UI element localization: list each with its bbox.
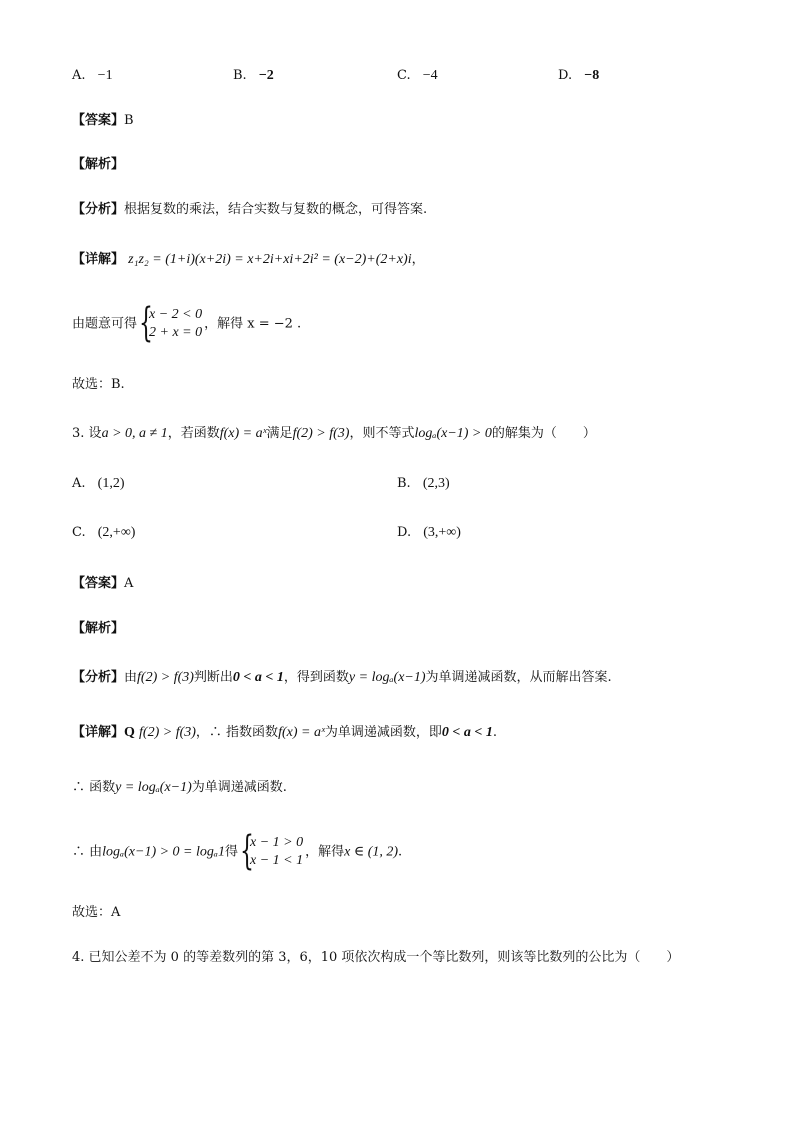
option-key: B. — [397, 476, 411, 491]
stem-math: a > 0, a ≠ 1 — [101, 426, 168, 441]
q3-detail-line3 — [72, 828, 403, 874]
stem-text: ，若函数 — [167, 426, 220, 441]
q3-detail-line2 — [72, 779, 287, 797]
fenxi-text: 由 — [124, 670, 138, 685]
q3-analysis-label: 【解析】 — [72, 621, 125, 636]
detail-math: f(x) = aˣ — [278, 725, 325, 740]
q3-option-b — [397, 475, 450, 493]
option-key: D. — [558, 68, 573, 83]
detail-math: logₐ(x−1) > 0 = logₐ1 — [102, 844, 225, 860]
option-value: (2,3) — [422, 476, 450, 491]
option-value: (3,+∞) — [423, 525, 461, 540]
detail-tail: ， — [411, 252, 425, 267]
q3-option-a — [72, 475, 125, 493]
fenxi-text: ，得到函数 — [283, 670, 349, 685]
detail-text: ，解得 — [305, 844, 345, 860]
q3-option-d — [397, 524, 461, 542]
q3-answer — [72, 575, 133, 593]
detail-label: 【详解】 — [72, 252, 125, 267]
fenxi-text: 根据复数的乘法，结合实数与复数的概念，可得答案. — [124, 202, 428, 217]
q4-stem — [72, 949, 679, 967]
q2-fenxi — [72, 201, 427, 219]
fenxi-math: y = logₐ(x−1) — [348, 670, 426, 685]
detail-text: 为单调递减函数. — [191, 780, 287, 795]
brace-icon: { — [240, 828, 255, 874]
detail-text: ∴ 由 — [72, 844, 103, 860]
detail-math: x ∈ (1, 2) — [344, 844, 399, 860]
equation-system — [139, 300, 203, 346]
question-number: 4. — [72, 950, 85, 965]
stem-text: 满足 — [266, 426, 293, 441]
q2-detail — [72, 251, 425, 269]
q2-answer — [72, 112, 134, 130]
q3-option-c — [72, 524, 135, 542]
fenxi-text: 为单调递减函数，从而解出答案. — [425, 670, 612, 685]
equation-system — [240, 828, 304, 874]
system-row: x − 1 < 1 — [250, 853, 304, 868]
question-number: 3. — [72, 426, 85, 441]
system-row: 2 + x = 0 — [149, 325, 203, 340]
detail-text: . — [492, 725, 498, 740]
detail-text: 为单调递减函数，即 — [324, 725, 442, 740]
stem-math: logₐ(x−1) > 0 — [414, 426, 492, 441]
option-value: −8 — [584, 68, 600, 83]
option-key: B. — [233, 68, 247, 83]
q3-fenxi — [72, 669, 612, 687]
option-value: −2 — [258, 68, 274, 83]
q3-stem — [72, 425, 596, 443]
fenxi-label: 【分析】 — [72, 202, 125, 217]
fenxi-label: 【分析】 — [72, 670, 125, 685]
fenxi-text: 判断出 — [193, 670, 233, 685]
because-icon: Q — [124, 725, 135, 740]
option-value: (1,2) — [97, 476, 125, 491]
stem-text: ，则不等式 — [349, 426, 415, 441]
option-value: (2,+∞) — [97, 525, 136, 540]
detail-text: . — [398, 844, 403, 860]
q2-analysis-label: 【解析】 — [72, 157, 125, 172]
detail-text: ，∴ 指数函数 — [195, 725, 279, 740]
answer-value: A — [124, 576, 134, 591]
stem-text: 的解集为（ ） — [491, 426, 596, 441]
q2-condition — [72, 300, 302, 346]
detail-text: 得 — [225, 844, 239, 860]
q2-choose: 故选：B. — [72, 377, 125, 392]
detail-math: f(2) > f(3) — [139, 725, 196, 740]
brace-icon: { — [139, 300, 154, 346]
q3-detail — [72, 724, 497, 742]
answer-label: 【答案】 — [72, 113, 125, 128]
system-row: x − 2 < 0 — [149, 307, 203, 322]
stem-math: f(x) = aˣ — [219, 426, 267, 441]
option-key: C. — [72, 525, 86, 540]
option-key: A. — [72, 476, 86, 491]
q3-choose: 故选：A — [72, 905, 121, 920]
detail-text: ∴ 函数 — [72, 780, 116, 795]
condition-suffix: ，解得 x = −2 . — [204, 316, 302, 332]
option-key: A. — [72, 68, 86, 83]
system-row: x − 1 > 0 — [250, 835, 304, 850]
stem-math: f(2) > f(3) — [292, 426, 350, 441]
detail-label: 【详解】 — [72, 725, 125, 740]
option-value: −1 — [97, 68, 113, 83]
fenxi-math: 0 < a < 1 — [232, 670, 284, 685]
stem-text: 已知公差不为 0 的等差数列的第 3，6，10 项依次构成一个等比数列，则该等比数列的公比为（ ） — [88, 950, 680, 965]
option-key: D. — [397, 525, 412, 540]
q2-option-a — [72, 67, 113, 85]
answer-value: B — [124, 113, 134, 128]
detail-formula: z₁z₂ = (1+i)(x+2i) = x+2i+xi+2i² = (x−2)+(2+x)i — [128, 252, 412, 267]
q2-option-d — [558, 67, 599, 85]
option-key: C. — [397, 68, 411, 83]
condition-prefix: 由题意可得 — [72, 316, 138, 332]
q2-option-c — [397, 67, 438, 85]
detail-math: 0 < a < 1 — [441, 725, 493, 740]
q2-option-b — [233, 67, 274, 85]
stem-text: 设 — [88, 426, 102, 441]
option-value: −4 — [422, 68, 438, 83]
detail-math: y = logₐ(x−1) — [115, 780, 192, 795]
fenxi-math: f(2) > f(3) — [137, 670, 194, 685]
answer-label: 【答案】 — [72, 576, 125, 591]
